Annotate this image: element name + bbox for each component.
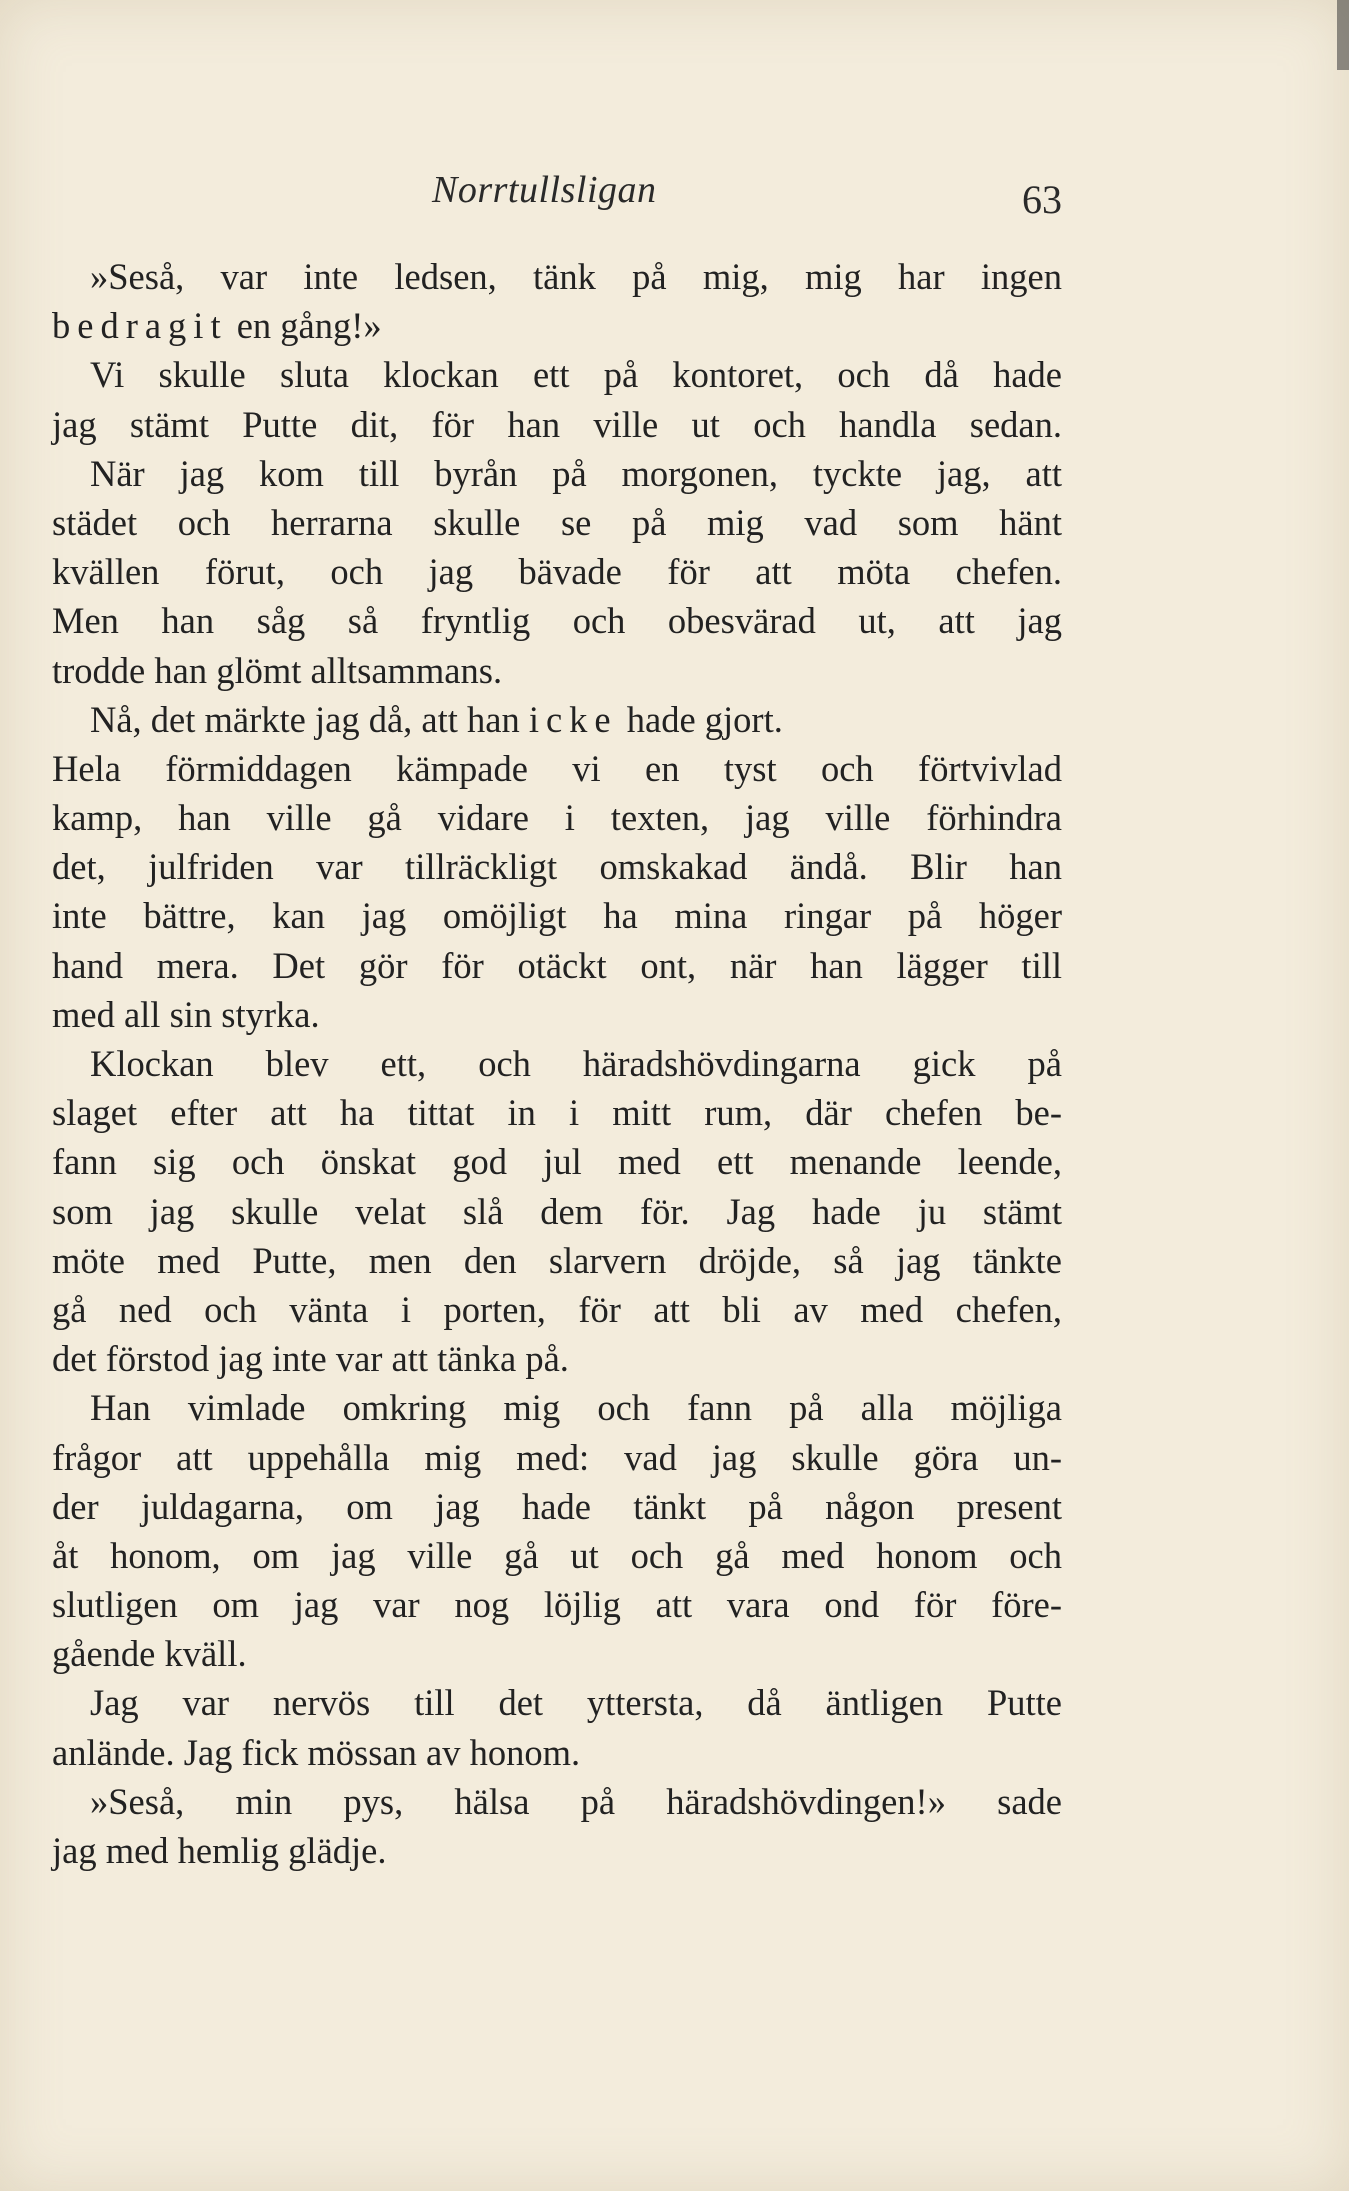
text-segment: anlände. Jag fick mössan av honom. xyxy=(52,1731,581,1773)
page-edge-shadow xyxy=(1337,0,1349,70)
text-line xyxy=(52,1580,1062,1629)
text-line xyxy=(52,793,1062,842)
text-segment: gå ned och vänta i porten, för att bli av med chefen, xyxy=(52,1288,1062,1330)
text-segment: trodde han glömt alltsammans. xyxy=(52,649,503,691)
text-line xyxy=(52,1531,1062,1580)
text-segment: jag med hemlig glädje. xyxy=(52,1830,387,1871)
text-line xyxy=(52,1187,1062,1236)
text-segment: som jag skulle velat slå dem för. Jag hade ju stämt xyxy=(52,1190,1062,1232)
text-line xyxy=(52,646,1062,695)
text-line xyxy=(52,498,1062,547)
emphasized-word: icke xyxy=(528,698,618,740)
text-segment: möte med Putte, men den slarvern dröjde, så jag tänkte xyxy=(52,1239,1062,1281)
text-line xyxy=(52,1777,1062,1826)
text-segment: Jag var nervös till det yttersta, då äntligen Putte xyxy=(90,1682,1062,1724)
text-line xyxy=(52,842,1062,891)
text-line xyxy=(52,1285,1062,1334)
page-header xyxy=(52,168,1062,228)
text-line xyxy=(52,1433,1062,1482)
text-line xyxy=(52,596,1062,645)
text-segment: När jag kom till byrån på morgonen, tyckte jag, att xyxy=(90,452,1062,494)
text-segment: der juldagarna, om jag hade tänkt på någon present xyxy=(52,1485,1062,1527)
text-segment: kamp, han ville gå vidare i texten, jag ville förhindra xyxy=(52,797,1062,839)
text-line xyxy=(52,400,1062,449)
text-line xyxy=(52,1236,1062,1285)
text-segment: Han vimlade omkring mig och fann på alla möjliga xyxy=(90,1387,1062,1429)
text-segment: fann sig och önskat god jul med ett menande leende, xyxy=(52,1141,1062,1183)
text-segment: åt honom, om jag ville gå ut och gå med honom och xyxy=(52,1534,1062,1576)
text-segment: slutligen om jag var nog löjlig att vara ond för före- xyxy=(52,1584,1062,1626)
text-segment: inte bättre, kan jag omöjligt ha mina ringar på höger xyxy=(52,895,1062,937)
text-segment: gående kväll. xyxy=(52,1633,247,1675)
emphasized-word: bedragit xyxy=(52,305,228,347)
text-line xyxy=(52,744,1062,793)
text-line xyxy=(52,695,1062,744)
text-segment: det förstod jag inte var att tänka på. xyxy=(52,1338,569,1380)
text-line xyxy=(52,350,1062,399)
text-segment: med all sin styrka. xyxy=(52,993,320,1035)
text-segment: frågor att uppehålla mig med: vad jag skulle göra un- xyxy=(52,1436,1062,1478)
text-segment: »Seså, min pys, hälsa på häradshövdingen!» sade xyxy=(90,1780,1062,1822)
page-number: 63 xyxy=(1022,177,1062,222)
text-segment: Nå, det märkte jag då, att han xyxy=(90,698,529,740)
text-line xyxy=(52,1629,1062,1678)
text-line xyxy=(52,1678,1062,1727)
text-segment: jag stämt Putte dit, för han ville ut och handla sedan. xyxy=(52,403,1062,445)
text-segment: »Seså, var inte ledsen, tänk på mig, mig har ingen xyxy=(90,256,1062,297)
text-line xyxy=(52,1039,1062,1088)
text-line xyxy=(52,1334,1062,1383)
text-segment: Men han såg så fryntlig och obesvärad ut, att jag xyxy=(52,600,1062,642)
text-line xyxy=(52,891,1062,940)
text-segment: Vi skulle sluta klockan ett på kontoret, och då hade xyxy=(90,354,1062,396)
text-segment: hand mera. Det gör för otäckt ont, när han lägger till xyxy=(52,944,1062,986)
running-title: Norrtullsligan xyxy=(432,169,657,211)
text-segment: Hela förmiddagen kämpade vi en tyst och förtvivlad xyxy=(52,747,1062,789)
text-segment: det, julfriden var tillräckligt omskakad ändå. Blir han xyxy=(52,846,1062,888)
text-line xyxy=(52,449,1062,498)
text-line xyxy=(52,252,1062,301)
text-segment: kvällen förut, och jag bävade för att möta chefen. xyxy=(52,551,1062,593)
text-segment: slaget efter att ha tittat in i mitt rum, där chefen be- xyxy=(52,1092,1062,1134)
text-line xyxy=(52,547,1062,596)
text-line xyxy=(52,990,1062,1039)
text-line xyxy=(52,1482,1062,1531)
text-line xyxy=(52,941,1062,990)
text-segment: städet och herrarna skulle se på mig vad som hänt xyxy=(52,501,1062,543)
text-line xyxy=(52,1728,1062,1777)
text-line xyxy=(52,1137,1062,1186)
text-line xyxy=(52,1088,1062,1137)
text-line xyxy=(52,301,1062,350)
text-line xyxy=(52,1383,1062,1432)
text-segment: en gång!» xyxy=(227,305,382,347)
text-line xyxy=(52,1826,1062,1875)
text-segment: hade gjort. xyxy=(617,698,783,740)
text-segment: Klockan blev ett, och häradshövdingarna gick på xyxy=(90,1043,1062,1084)
body-text xyxy=(52,252,1062,1875)
